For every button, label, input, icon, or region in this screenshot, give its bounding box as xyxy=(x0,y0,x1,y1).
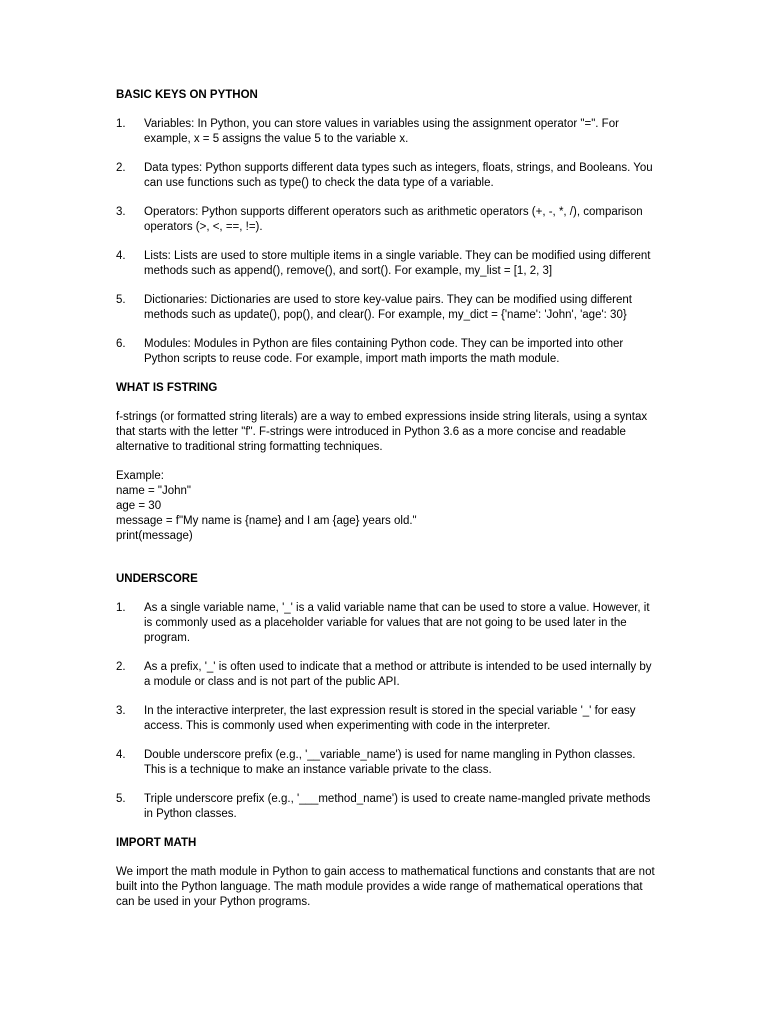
list-item-text: Dictionaries: Dictionaries are used to store key-value pairs. They can be modified using different methods such as update(), pop(), and clear(). For example, my_dict = {'name': 'John', 'age': 30} xyxy=(144,294,632,321)
list-item-text: As a prefix, '_' is often used to indicate that a method or attribute is intended to be used internally by a module or class and is not part of the public API. xyxy=(144,661,652,688)
list-item-text: Modules: Modules in Python are files containing Python code. They can be imported into other Python scripts to reuse code. For example, import math imports the math module. xyxy=(144,338,624,365)
list-item xyxy=(116,337,656,367)
fstring-paragraph: f-strings (or formatted string literals) are a way to embed expressions inside string literals, using a syntax that starts with the letter "f". F-strings were introduced in Python 3.6 as a more concise and readable alternative to traditional string formatting techniques. xyxy=(116,411,648,453)
example-line: Example: xyxy=(116,470,164,482)
underscore-list xyxy=(116,601,656,822)
list-item xyxy=(116,205,656,235)
list-item-number: 4. xyxy=(116,250,126,262)
list-item-text: Triple underscore prefix (e.g., '___method_name') is used to create name-mangled private methods in Python classes. xyxy=(144,793,651,820)
list-item-number: 6. xyxy=(116,338,126,350)
basic-keys-list xyxy=(116,117,656,367)
list-item xyxy=(116,117,656,147)
document-content xyxy=(116,88,656,924)
list-item-number: 2. xyxy=(116,162,126,174)
list-item-number: 1. xyxy=(116,602,126,614)
list-item-text: In the interactive interpreter, the last expression result is stored in the special variable '_' for easy access. This is commonly used when experimenting with code in the interpreter. xyxy=(144,705,636,732)
list-item-number: 4. xyxy=(116,749,126,761)
import-math-paragraph: We import the math module in Python to gain access to mathematical functions and constants that are not built into the Python language. The math module provides a wide range of mathematical operations that can be used in your Python programs. xyxy=(116,866,655,908)
list-item-number: 1. xyxy=(116,118,126,130)
list-item-text: Variables: In Python, you can store values in variables using the assignment operator "=". For example, x = 5 assigns the value 5 to the variable x. xyxy=(144,118,619,145)
list-item xyxy=(116,161,656,191)
list-item-text: Double underscore prefix (e.g., '__variable_name') is used for name mangling in Python classes. This is a technique to make an instance variable private to the class. xyxy=(144,749,636,776)
list-item-text: Operators: Python supports different operators such as arithmetic operators (+, -, *, /), comparison operators (>, <, ==, !=). xyxy=(144,206,643,233)
list-item-number: 3. xyxy=(116,705,126,717)
list-item xyxy=(116,704,656,734)
list-item-number: 5. xyxy=(116,294,126,306)
list-item-text: As a single variable name, '_' is a valid variable name that can be used to store a value. However, it is commonly used as a placeholder variable for values that are not going to be used later in the program. xyxy=(144,602,650,644)
section-heading-fstring: WHAT IS FSTRING xyxy=(116,382,218,394)
example-line: age = 30 xyxy=(116,500,162,512)
list-item xyxy=(116,792,656,822)
list-item-number: 3. xyxy=(116,206,126,218)
example-line: message = f"My name is {name} and I am {age} years old." xyxy=(116,515,417,527)
list-item xyxy=(116,601,656,646)
list-item xyxy=(116,660,656,690)
example-line: print(message) xyxy=(116,530,193,542)
list-item xyxy=(116,293,656,323)
list-item xyxy=(116,249,656,279)
list-item-number: 2. xyxy=(116,661,126,673)
list-item-text: Data types: Python supports different data types such as integers, floats, strings, and Booleans. You can use functions such as type() to check the data type of a variable. xyxy=(144,162,653,189)
example-line: name = "John" xyxy=(116,485,191,497)
list-item xyxy=(116,748,656,778)
section-heading-basic-keys: BASIC KEYS ON PYTHON xyxy=(116,89,258,101)
list-item-number: 5. xyxy=(116,793,126,805)
list-item-text: Lists: Lists are used to store multiple items in a single variable. They can be modified using different methods such as append(), remove(), and sort(). For example, my_list = [1, 2, 3] xyxy=(144,250,651,277)
section-heading-underscore: UNDERSCORE xyxy=(116,573,198,585)
fstring-example xyxy=(116,469,656,544)
section-heading-import-math: IMPORT MATH xyxy=(116,837,197,849)
